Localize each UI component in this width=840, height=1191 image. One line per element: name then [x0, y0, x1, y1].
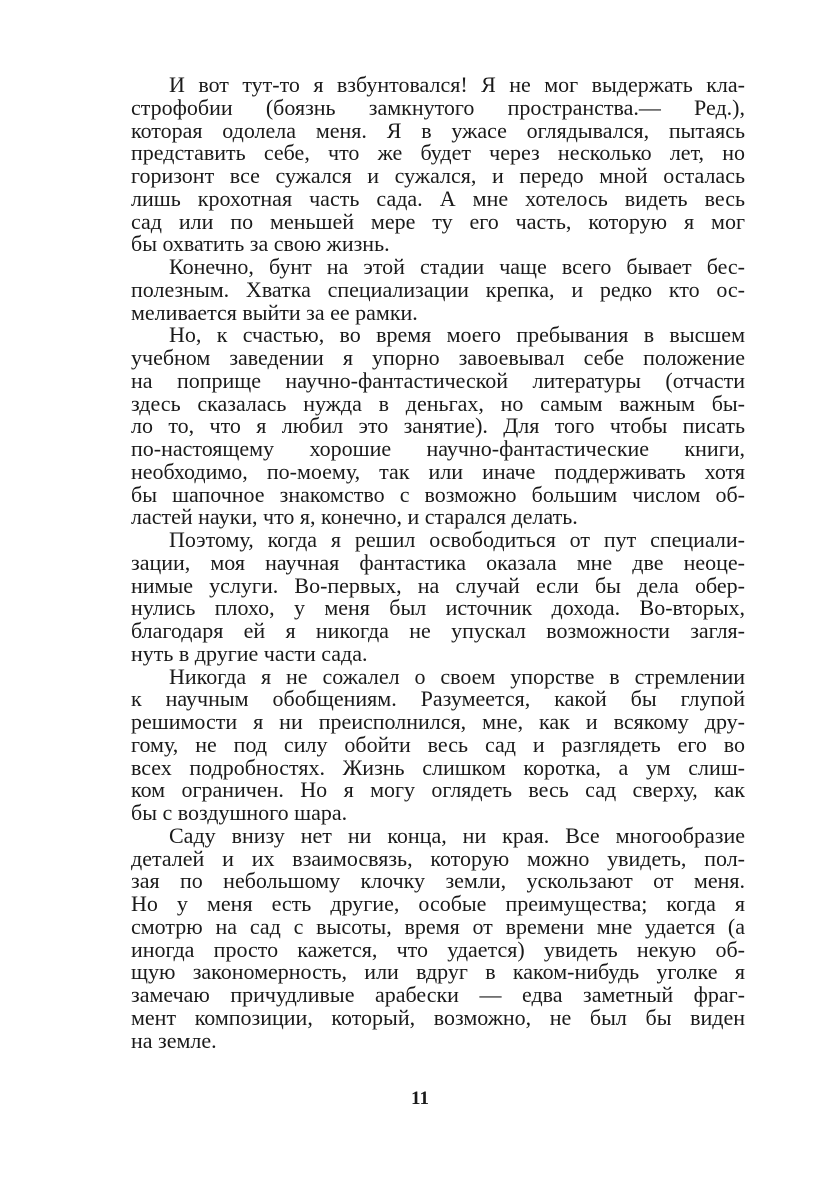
text-line: иногда просто кажется, что удается) увидеть некую об- [131, 936, 745, 962]
text-line: бы шапочное знакомство с возможно большим числом об- [131, 481, 745, 507]
text-line: зации, моя научная фантастика оказала мне две неоце- [131, 549, 745, 575]
text-line: меливается выйти за ее рамки. [131, 299, 418, 325]
text-line: ластей науки, что я, конечно, и старался делать. [131, 504, 578, 530]
text-line: Никогда я не сожалел о своем упорстве в стремлении [169, 663, 745, 689]
text-line: мент композиции, который, возможно, не был бы виден [131, 1004, 745, 1030]
text-line: к научным обобщениям. Разумеется, какой бы глупой [131, 686, 745, 712]
text-line: здесь сказалась нужда в деньгах, но самым важным бы- [131, 390, 745, 416]
text-line: благодаря ей я никогда не упускал возможности загля- [131, 618, 745, 643]
text-line: нулись плохо, у меня был источник дохода. Во-вторых, [131, 595, 745, 621]
text-line: учебном заведении я упорно завоевывал себе положение [131, 345, 745, 370]
text-line: Конечно, бунт на этой стадии чаще всего бывает бес- [169, 254, 745, 279]
text-line: нуть в другие части сада. [131, 640, 368, 666]
text-line: полезным. Хватка специализации крепка, и редко кто ос- [131, 276, 745, 302]
text-line: Поэтому, когда я решил освободиться от пут специали- [169, 527, 745, 552]
text-line: деталей и их взаимосвязь, которую можно увидеть, пол- [131, 845, 745, 871]
text-line: замечаю причудливые арабески — едва заметный фраг- [131, 982, 745, 1007]
text-line: Но у меня есть другие, особые преимущества; когда я [131, 891, 745, 916]
text-line: ло то, что я любил это занятие). Для того чтобы писать [131, 413, 745, 439]
text-line: по-настоящему хорошие научно-фантастические книги, [131, 436, 745, 461]
text-line: смотрю на сад с высоты, время от времени мне удается (а [131, 913, 745, 939]
text-line: лишь крохотная часть сада. А мне хотелось видеть весь [131, 185, 745, 211]
text-line: строфобии (боязнь замкнутого пространства.— Ред.), [131, 94, 745, 120]
text-line: нимые услуги. Во-первых, на случай если бы дела обер- [131, 572, 745, 598]
text-line: бы с воздушного шара. [131, 800, 348, 825]
text-line: на земле. [131, 1027, 217, 1053]
text-line: ком ограничен. Но я могу оглядеть весь сад сверху, как [131, 777, 745, 803]
text-line: гому, не под силу обойти весь сад и разглядеть его во [131, 731, 745, 757]
body-text [131, 74, 745, 1052]
text-line: бы охватить за свою жизнь. [131, 231, 390, 257]
text-line: Саду внизу нет ни конца, ни края. Все многообразие [169, 822, 745, 848]
text-line: всех подробностях. Жизнь слишком коротка, а ум слиш- [131, 754, 745, 780]
text-line: горизонт все сужался и сужался, и передо мной осталась [131, 163, 745, 188]
text-line: зая по небольшому клочку земли, ускользают от меня. [131, 868, 745, 894]
text-line: щую закономерность, или вдруг в каком-нибудь уголке я [131, 959, 745, 985]
page-number: 11 [411, 1088, 429, 1109]
text-line: которая одолела меня. Я в ужасе оглядывался, пытаясь [131, 117, 745, 143]
text-line: на поприще научно-фантастической литературы (отчасти [131, 367, 745, 393]
text-line: представить себе, что же будет через несколько лет, но [131, 140, 745, 166]
text-line: решимости я ни преисполнился, мне, как и всякому дру- [131, 709, 745, 734]
text-line: И вот тут-то я взбунтовался! Я не мог выдержать кла- [169, 72, 745, 97]
text-line: сад или по меньшей мере ту его часть, которую я мог [131, 208, 745, 234]
text-line: Но, к счастью, во время моего пребывания в высшем [169, 322, 745, 348]
text-line: необходимо, по-моему, так или иначе поддерживать хотя [131, 458, 745, 484]
